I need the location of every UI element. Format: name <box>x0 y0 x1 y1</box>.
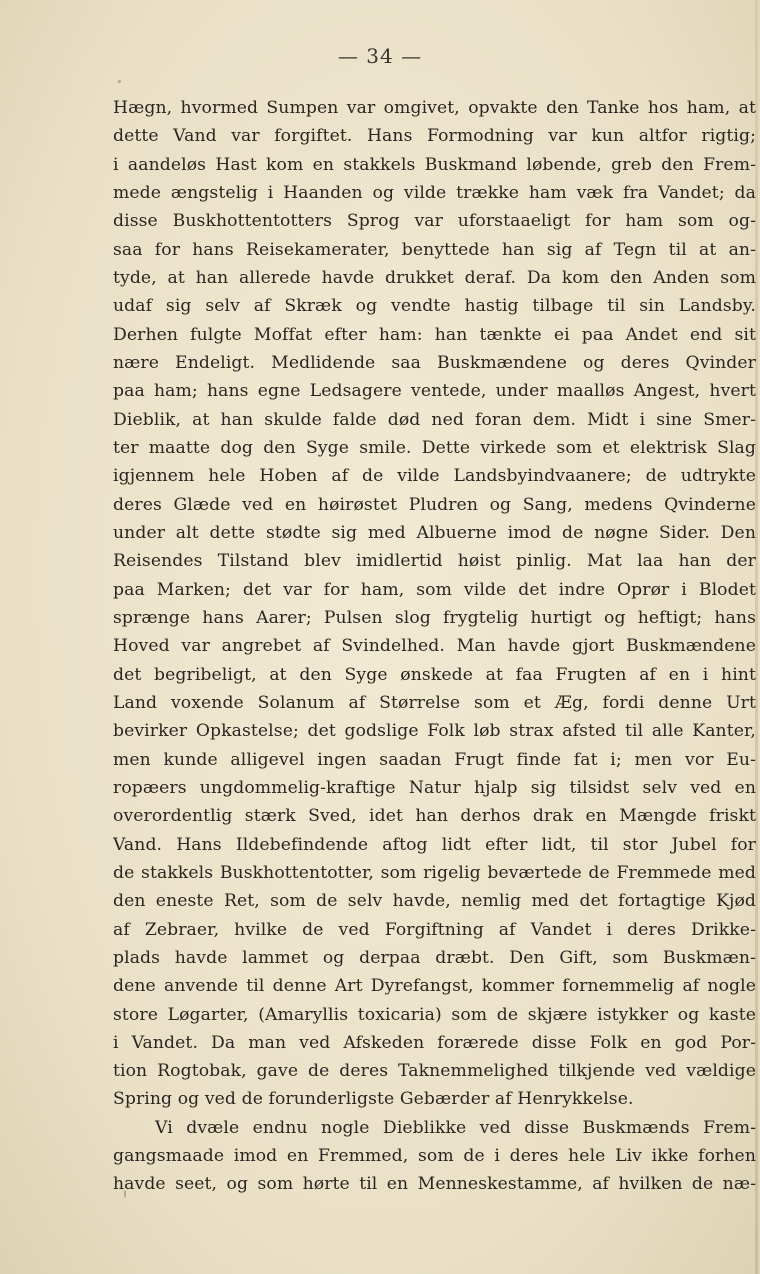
text-line: tyde, at han allerede havde drukket deraf. Da kom den Anden som <box>113 267 756 288</box>
text-line: Vi dvæle endnu nogle Dieblikke ved disse Buskmænds Frem- <box>155 1117 756 1138</box>
paper-speck <box>118 80 121 83</box>
text-line: havde seet, og som hørte til en Menneskestamme, af hvilken de næ- <box>113 1174 756 1195</box>
text-line: udaf sig selv af Skræk og vendte hastig tilbage til sin Landsby. <box>113 296 756 317</box>
text-line: ter maatte dog den Syge smile. Dette virkede som et elektrisk Slag <box>113 437 756 458</box>
text-line: Derhen fulgte Moffat efter ham: han tænkte ei paa Andet end sit <box>113 324 756 345</box>
text-line: af Zebraer, hvilke de ved Forgiftning af Vandet i deres Drikke- <box>113 919 756 940</box>
text-line: men kunde alligevel ingen saadan Frugt finde fat i; men vor Eu- <box>113 749 756 770</box>
text-line: Reisendes Tilstand blev imidlertid høist pinlig. Mat laa han der <box>113 551 756 572</box>
text-line: dette Vand var forgiftet. Hans Formodning var kun altfor rigtig; <box>113 126 756 147</box>
text-line: gangsmaade imod en Fremmed, som de i deres hele Liv ikke forhen <box>113 1146 756 1167</box>
text-line: plads havde lammet og derpaa dræbt. Den Gift, som Buskmæn- <box>113 947 756 968</box>
text-line: ropæers ungdommelig-kraftige Natur hjalp sig tilsidst selv ved en <box>113 777 756 798</box>
text-line: igjennem hele Hoben af de vilde Landsbyindvaanere; de udtrykte <box>113 466 756 487</box>
text-line: Land voxende Solanum af Størrelse som et Æg, fordi denne Urt <box>113 692 756 713</box>
text-line: nære Endeligt. Medlidende saa Buskmændene og deres Qvinder <box>113 352 756 373</box>
text-line: disse Buskhottentotters Sprog var uforstaaeligt for ham som og- <box>113 211 756 232</box>
text-line: det begribeligt, at den Syge ønskede at faa Frugten af en i hint <box>113 664 756 685</box>
text-line: Spring og ved de forunderligste Gebærder af Henrykkelse. <box>113 1089 634 1110</box>
text-line: tion Rogtobak, gave de deres Taknemmelighed tilkjende ved vældige <box>113 1061 756 1082</box>
text-line: Hoved var angrebet af Svindelhed. Man havde gjort Buskmændene <box>113 636 756 657</box>
text-line: paa ham; hans egne Ledsagere ventede, under maalløs Angest, hvert <box>113 381 756 402</box>
text-line: saa for hans Reisekamerater, benyttede han sig af Tegn til at an- <box>113 239 756 260</box>
text-line: den eneste Ret, som de selv havde, nemlig med det fortagtige Kjød <box>113 891 756 912</box>
text-line: under alt dette stødte sig med Albuerne imod de nøgne Sider. Den <box>113 522 756 543</box>
text-line: bevirker Opkastelse; det godslige Folk løb strax afsted til alle Kanter, <box>113 721 756 742</box>
text-line: deres Glæde ved en høirøstet Pludren og Sang, medens Qvinderne <box>113 494 756 515</box>
text-line: i Vandet. Da man ved Afskeden forærede disse Folk en god Por- <box>113 1032 756 1053</box>
text-line: sprænge hans Aarer; Pulsen slog frygtelig hurtigt og heftigt; hans <box>113 607 756 628</box>
text-line: store Løgarter, (Amaryllis toxicaria) som de skjære istykker og kaste <box>113 1004 756 1025</box>
text-line: overordentlig stærk Sved, idet han derhos drak en Mængde friskt <box>113 806 756 827</box>
text-line: Vand. Hans Ildebefindende aftog lidt efter lidt, til stor Jubel for <box>113 834 756 855</box>
text-line: paa Marken; det var for ham, som vilde det indre Oprør i Blodet <box>113 579 756 600</box>
text-line: Dieblik, at han skulde falde død ned foran dem. Midt i sine Smer- <box>113 409 756 430</box>
text-line: de stakkels Buskhottentotter, som rigelig beværtede de Fremmede med <box>113 862 756 883</box>
text-line: Hægn, hvormed Sumpen var omgivet, opvakte den Tanke hos ham, at <box>113 98 756 118</box>
text-line: mede ængstelig i Haanden og vilde trække ham væk fra Vandet; da <box>113 182 756 203</box>
body-text <box>113 94 756 1199</box>
text-line: i aandeløs Hast kom en stakkels Buskmand løbende, greb den Frem- <box>113 154 756 175</box>
text-line: dene anvende til denne Art Dyrefangst, kommer fornemmelig af nogle <box>113 976 756 997</box>
page-number: — 34 — <box>337 44 423 68</box>
